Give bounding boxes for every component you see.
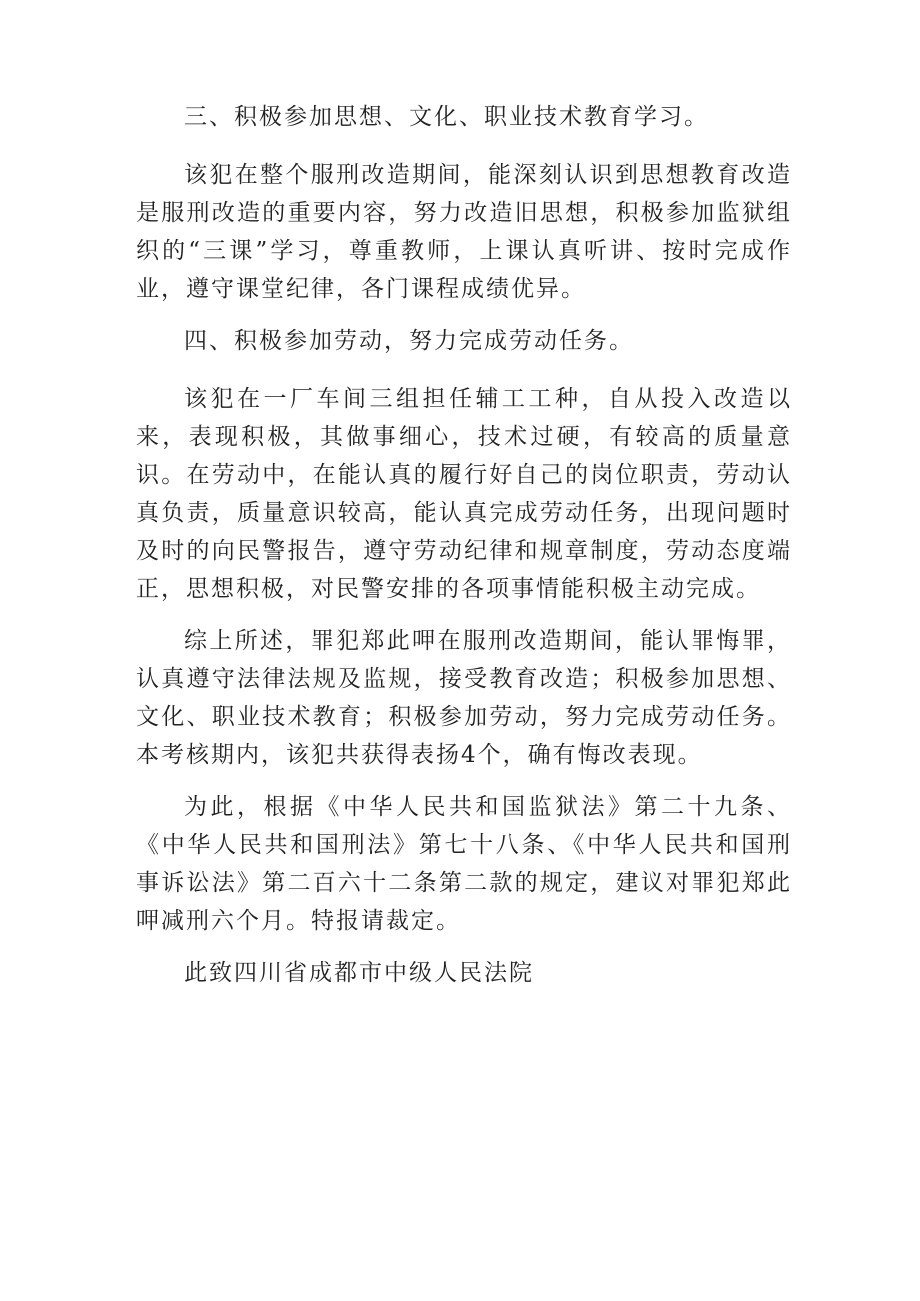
section-four-paragraph: 该犯在一厂车间三组担任辅工工种，自从投入改造以来，表现积极，其做事细心，技术过硬，有较高的质量意识。在劳动中，在能认真的履行好自己的岗位职责，劳动认真负责，质量意识较高，能认真完成劳动任务，出现问题时及时的向民警报告，遵守劳动纪律和规章制度，劳动态度端正，思想积极，对民警安排的各项事情能积极主动完成。 [136,386,792,602]
section-three-paragraph: 该犯在整个服刑改造期间，能深刻认识到思想教育改造是服刑改造的重要内容，努力改造旧思想，积极参加监狱组织的“三课”学习，尊重教师，上课认真听讲、按时完成作业，遵守课堂纪律，各门课程成绩优异。 [136,162,792,302]
section-three-heading: 三、积极参加思想、文化、职业技术教育学习。 [184,104,709,130]
section-four-heading: 四、积极参加劳动，努力完成劳动任务。 [184,328,634,354]
addressee-line: 此致四川省成都市中级人民法院 [184,960,534,986]
recommendation-paragraph: 为此，根据《中华人民共和国监狱法》第二十九条、《中华人民共和国刑法》第七十八条、《中华人民共和国刑事诉讼法》第二百六十二条第二款的规定，建议对罪犯郑此呷减刑六个月。特报请裁定。 [136,794,792,934]
document-body [136,98,792,992]
summary-paragraph: 综上所述，罪犯郑此呷在服刑改造期间，能认罪悔罪，认真遵守法律法规及监规，接受教育改造；积极参加思想、文化、职业技术教育；积极参加劳动，努力完成劳动任务。本考核期内，该犯共获得表扬4个，确有悔改表现。 [136,628,792,768]
